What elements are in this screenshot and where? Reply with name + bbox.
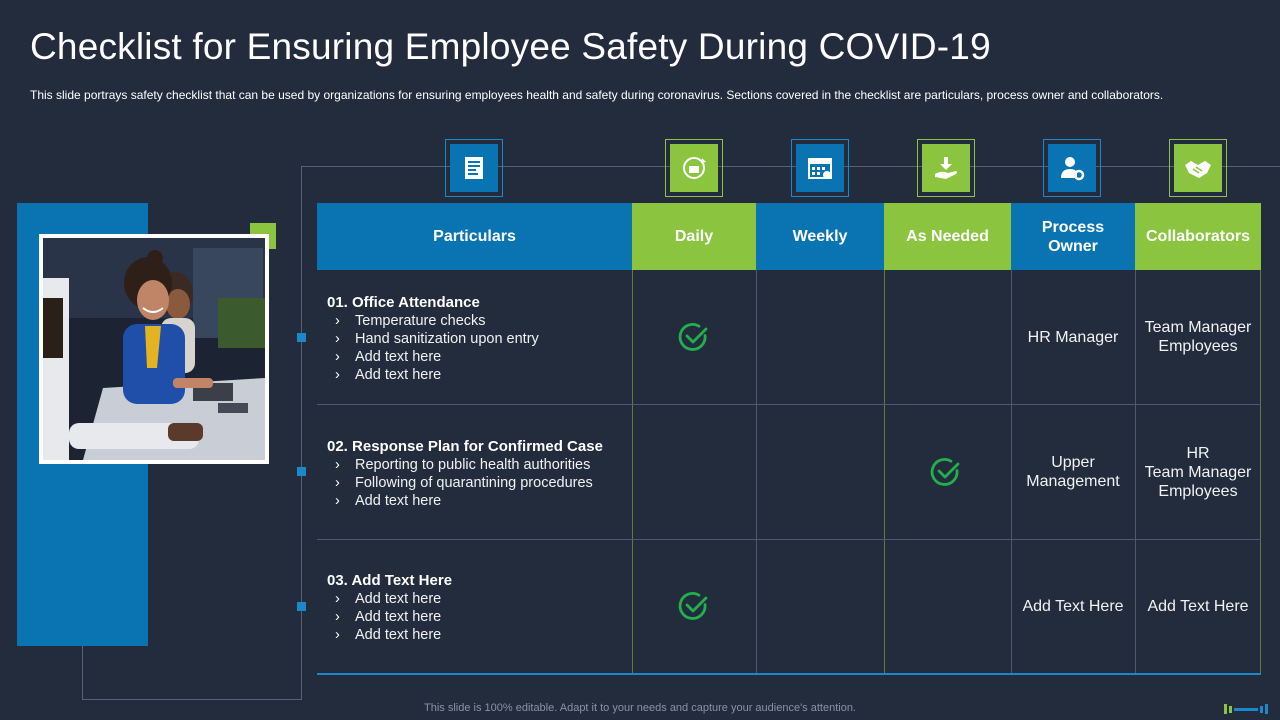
row-2-owner [1011, 405, 1135, 539]
row-3-owner: Add Text Here [1022, 598, 1124, 615]
owner-line: Upper [1051, 454, 1095, 471]
header-collaborators: Collaborators [1135, 203, 1261, 270]
row-marker-3 [297, 602, 306, 611]
user-gear-icon [1058, 154, 1086, 182]
row-1-heading: 01. Office Attendance [327, 294, 480, 311]
collaborator-name: Employees [1158, 338, 1238, 355]
row-marker-2 [297, 467, 306, 476]
office-photo-illustration [43, 238, 265, 460]
row-1-item: › Hand sanitization upon entry [355, 330, 627, 348]
row-2-item: › Reporting to public health authorities [355, 456, 627, 474]
row-1-owner: HR Manager [1027, 328, 1119, 346]
row-3-heading: 03. Add Text Here [327, 572, 453, 589]
slide-title: Checklist for Ensuring Employee Safety During COVID-19 [30, 26, 991, 67]
row-2-item: › Following of quarantining procedures [355, 474, 627, 492]
row-1-item: › Add text here [355, 348, 627, 366]
footer-note: This slide is 100% editable. Adapt it to your needs and capture your audience's attention. [424, 702, 856, 714]
particulars-icon-box [445, 139, 503, 197]
office-photo [39, 234, 269, 464]
row-1-item: › Add text here [355, 366, 627, 384]
check-icon [678, 321, 710, 353]
row-marker-1 [297, 333, 306, 342]
row-3-item: › Add text here [355, 608, 627, 626]
row-3-item: › Add text here [355, 590, 627, 608]
frame-line-bottom [82, 699, 302, 700]
row-2-collaborators [1135, 405, 1261, 539]
document-icon [461, 155, 487, 181]
header-particulars: Particulars [317, 203, 632, 270]
daily-icon-box [665, 139, 723, 197]
header-as-needed: As Needed [884, 203, 1011, 270]
grid-vline-1 [632, 270, 633, 674]
brand-mark-icon [1224, 704, 1268, 714]
hand-download-icon [932, 154, 960, 182]
row-2-item: › Add text here [355, 492, 627, 510]
check-icon [930, 456, 962, 488]
row-2-heading: 02. Response Plan for Confirmed Case [327, 438, 603, 455]
row-1-item: › Temperature checks [355, 312, 627, 330]
check-icon [678, 590, 710, 622]
grid-hline-3 [317, 673, 1261, 675]
grid-vline-2 [756, 270, 757, 674]
header-process-owner: Process Owner [1011, 203, 1135, 270]
frame-line-left [301, 166, 302, 700]
row-3-item: › Add text here [355, 626, 627, 644]
collaborator-name: Team Manager [1144, 319, 1252, 336]
row-1-collaborators [1135, 270, 1261, 404]
row-1-particulars [327, 294, 627, 384]
collaborator-name: Team Manager [1144, 463, 1252, 481]
process-owner-icon-box [1043, 139, 1101, 197]
handshake-icon [1183, 153, 1213, 183]
header-daily: Daily [632, 203, 756, 270]
row-3-particulars [327, 572, 627, 644]
daily-refresh-icon [680, 154, 708, 182]
owner-line: Management [1026, 473, 1120, 490]
collaborator-name: Employees [1158, 482, 1238, 500]
row-3-collaborators: Add Text Here [1147, 598, 1249, 615]
weekly-icon-box [791, 139, 849, 197]
header-weekly: Weekly [756, 203, 884, 270]
collaborator-name: HR [1186, 444, 1210, 462]
collaborators-icon-box [1169, 139, 1227, 197]
grid-vline-3 [884, 270, 885, 674]
as-needed-icon-box [917, 139, 975, 197]
slide-subtitle: This slide portrays safety checklist that can be used by organizations for ensuring employees health and safety during coronavirus. Sections covered in the checklist are particulars, process owner and collaborators. [30, 88, 1164, 102]
row-2-particulars [327, 438, 627, 510]
calendar-icon [806, 154, 834, 182]
